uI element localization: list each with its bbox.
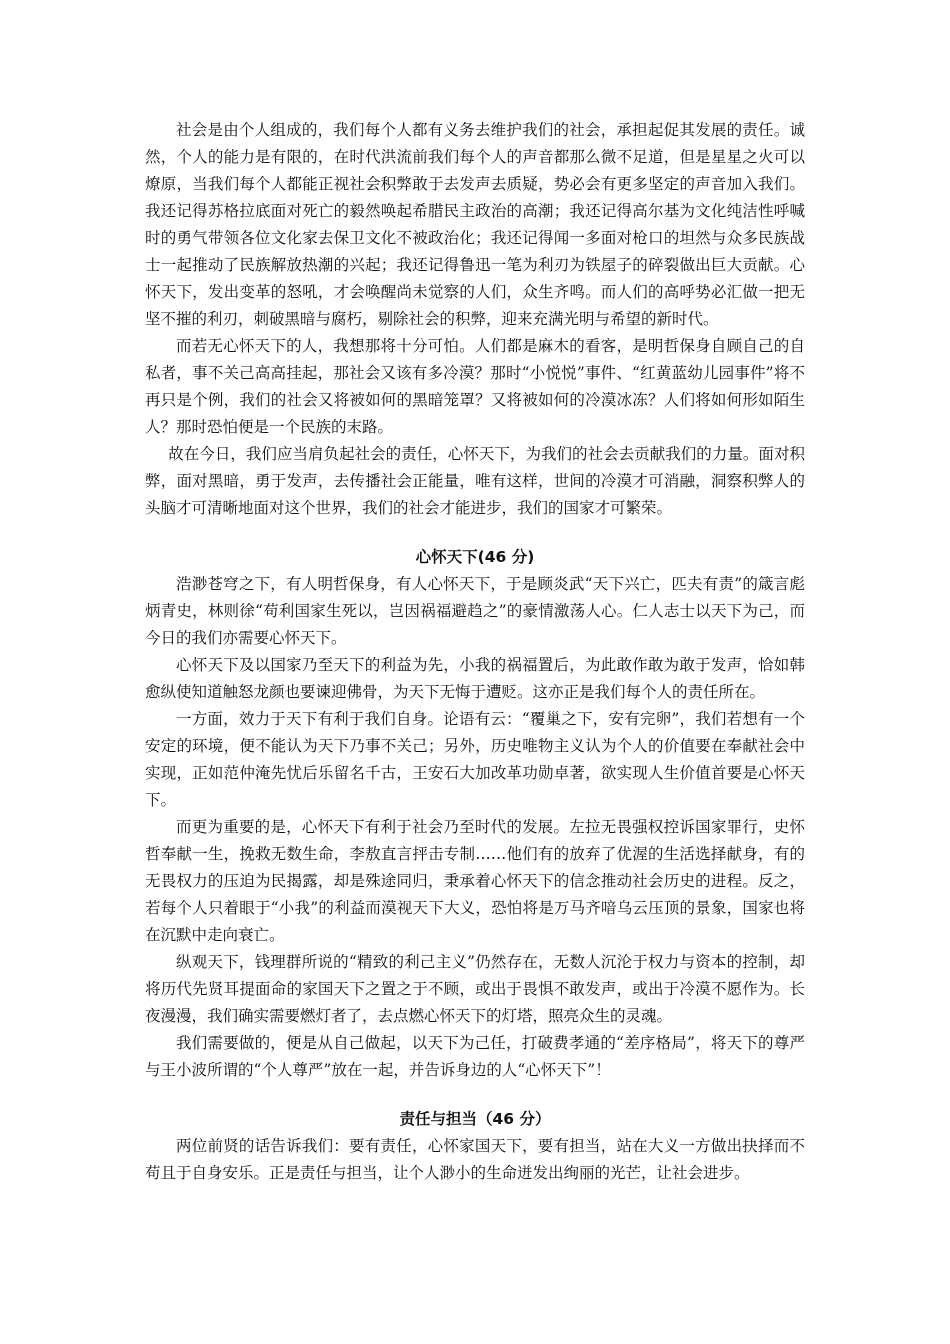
document-page <box>145 117 805 1187</box>
paragraph: 而更为重要的是，心怀天下有利于社会乃至时代的发展。左拉无畏强权控诉国家罪行，史怀哲奉献一生，挽救无数生命，李敖直言抨击专制……他们有的放弃了优渥的生活选择献身，有的无畏权力的压迫为民揭露，却是殊途同归，秉承着心怀天下的信念推动社会历史的进程。反之，若每个人只着眼于“小我”的利益而漠视天下大义，恐怕将是万马齐喑乌云压顶的景象，国家也将在沉默中走向衰亡。 <box>145 818 805 944</box>
paragraph: 一方面，效力于天下有利于我们自身。论语有云：“覆巢之下，安有完卵”，我们若想有一个安定的环境，便不能认为天下乃事不关己；另外，历史唯物主义认为个人的价值要在奉献社会中实现，正如范仲淹先忧后乐留名千古，王安石大加改革功勋卓著，欲实现人生价值首要是心怀天下。 <box>145 710 805 809</box>
essay-section-3 <box>145 1106 805 1187</box>
paragraph: 而若无心怀天下的人，我想那将十分可怕。人们都是麻木的看客，是明哲保身自顾自己的自私者，事不关己高高挂起，那社会又该有多冷漠？那时“小悦悦”事件、“红黄蓝幼儿园事件”将不再只是个例，我们的社会又将被如何的黑暗笼罩？又将被如何的冷漠冰冻？人们将如何形如陌生人？那时恐怕便是一个民族的末路。 <box>145 337 805 436</box>
paragraph: 我们需要做的，便是从自己做起，以天下为己任，打破费孝通的“差序格局”，将天下的尊严与王小波所谓的“个人尊严”放在一起，并告诉身边的人“心怀天下”！ <box>145 1034 805 1079</box>
essay-section-1 <box>145 117 805 522</box>
paragraph: 浩渺苍穹之下，有人明哲保身，有人心怀天下，于是顾炎武“天下兴亡，匹夫有责”的箴言彪炳青史，林则徐“苟利国家生死以，岂因祸福避趋之”的豪情激荡人心。仁人志士以天下为己，而今日的我们亦需要心怀天下。 <box>145 575 805 647</box>
paragraph: 心怀天下及以国家乃至天下的利益为先，小我的祸福置后，为此敢作敢为敢于发声，恰如韩愈纵使知道触怒龙颜也要谏迎佛骨，为天下无悔于遭贬。这亦正是我们每个人的责任所在。 <box>145 656 805 701</box>
paragraph: 两位前贤的话告诉我们：要有责任，心怀家国天下，要有担当，站在大义一方做出抉择而不苟且于自身安乐。正是责任与担当，让个人渺小的生命迸发出绚丽的光芒，让社会进步。 <box>145 1137 805 1182</box>
essay-title: 责任与担当（46 分） <box>399 1110 551 1128</box>
paragraph: 故在今日，我们应当肩负起社会的责任，心怀天下，为我们的社会去贡献我们的力量。面对积弊，面对黑暗，勇于发声，去传播社会正能量，唯有这样，世间的冷漠才可消融，洞察积弊人的头脑才可清晰地面对这个世界，我们的社会才能进步，我们的国家才可繁荣。 <box>145 445 805 517</box>
paragraph: 纵观天下，钱理群所说的“精致的利己主义”仍然存在，无数人沉沦于权力与资本的控制，却将历代先贤耳提面命的家国天下之置之于不顾，或出于畏惧不敢发声，或出于冷漠不愿作为。长夜漫漫，我们确实需要燃灯者了，去点燃心怀天下的灯塔，照亮众生的灵魂。 <box>145 953 805 1025</box>
essay-title: 心怀天下(46 分) <box>415 548 535 566</box>
paragraph: 社会是由个人组成的，我们每个人都有义务去维护我们的社会，承担起促其发展的责任。诚然，个人的能力是有限的，在时代洪流前我们每个人的声音都那么微不足道，但是星星之火可以燎原，当我们每个人都能正视社会积弊敢于去发声去质疑，势必会有更多坚定的声音加入我们。我还记得苏格拉底面对死亡的毅然唤起希腊民主政治的高潮；我还记得高尔基为文化纯洁性呼喊时的勇气带领各位文化家去保卫文化不被政治化；我还记得闻一多面对枪口的坦然与众多民族战士一起推动了民族解放热潮的兴起；我还记得鲁迅一笔为利刃为铁屋子的碎裂做出巨大贡献。心怀天下，发出变革的怒吼，才会唤醒尚未觉察的人们，众生齐鸣。而人们的高呼势必汇做一把无坚不摧的利刃，刺破黑暗与腐朽，剔除社会的积弊，迎来充满光明与希望的新时代。 <box>145 121 805 328</box>
essay-section-2 <box>145 544 805 1084</box>
